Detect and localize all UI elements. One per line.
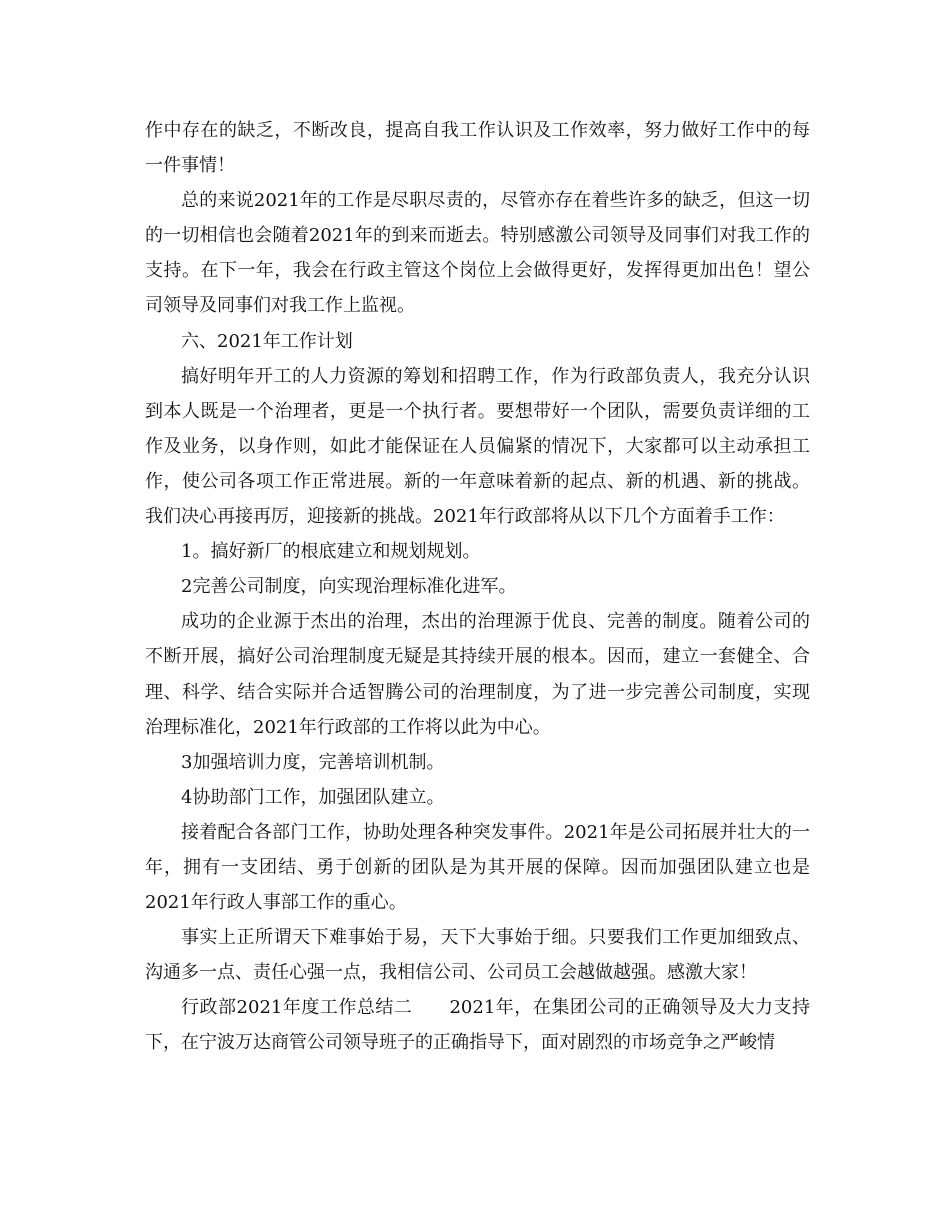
paragraph-teamwork: 接着配合各部门工作，协助处理各种突发事件。2021年是公司拓展并壮大的一年，拥有一支团结、勇于创新的团队是为其开展的保障。因而加强团队建立也是2021年行政人事部工作的重心。 bbox=[145, 821, 810, 914]
document-body bbox=[145, 113, 810, 1061]
paragraph-closing: 事实上正所谓天下难事始于易，天下大事始于细。只要我们工作更加细致点、沟通多一点、责任心强一点，我相信公司、公司员工会越做越强。感激大家！ bbox=[145, 927, 810, 984]
list-item-3: 3加强培训力度，完善培训机制。 bbox=[181, 751, 445, 773]
list-item-4: 4协助部门工作，加强团队建立。 bbox=[181, 786, 445, 808]
list-item-1: 1。搞好新厂的根底建立和规划规划。 bbox=[181, 541, 481, 563]
paragraph-summary-two: 行政部2021年度工作总结二 2021年，在集团公司的正确领导及大力支持下，在宁波万达商管公司领导班子的正确指导下，面对剧烈的市场竞争之严峻情 bbox=[145, 997, 810, 1054]
paragraph-continuation: 作中存在的缺乏，不断改良，提高自我工作认识及工作效率，努力做好工作中的每一件事情！ bbox=[145, 120, 810, 177]
section-heading-work-plan: 六、2021年工作计划 bbox=[181, 330, 353, 352]
paragraph-summary: 总的来说2021年的工作是尽职尽责的，尽管亦存在着些许多的缺乏，但这一切的一切相信也会随着2021年的到来而逝去。特别感激公司领导及同事们对我工作的支持。在下一年，我会在行政主管这个岗位上会做得更好，发挥得更加出色！望公司领导及同事们对我工作上监视。 bbox=[145, 190, 810, 317]
paragraph-management-system: 成功的企业源于杰出的治理，杰出的治理源于优良、完善的制度。随着公司的不断开展，搞好公司治理制度无疑是其持续开展的根本。因而，建立一套健全、合理、科学、结合实际并合适智腾公司的治理制度，为了进一步完善公司制度，实现治理标准化，2021年行政部的工作将以此为中心。 bbox=[145, 611, 810, 738]
list-item-2: 2完善公司制度，向实现治理标准化进军。 bbox=[181, 576, 517, 598]
paragraph-recruitment: 搞好明年开工的人力资源的筹划和招聘工作，作为行政部负责人，我充分认识到本人既是一个治理者，更是一个执行者。要想带好一个团队，需要负责详细的工作及业务，以身作则，如此才能保证在人员偏紧的情况下，大家都可以主动承担工作，使公司各项工作正常进展。新的一年意味着新的起点、新的机遇、新的挑战。我们决心再接再厉，迎接新的挑战。2021年行政部将从以下几个方面着手工作： bbox=[145, 365, 810, 528]
